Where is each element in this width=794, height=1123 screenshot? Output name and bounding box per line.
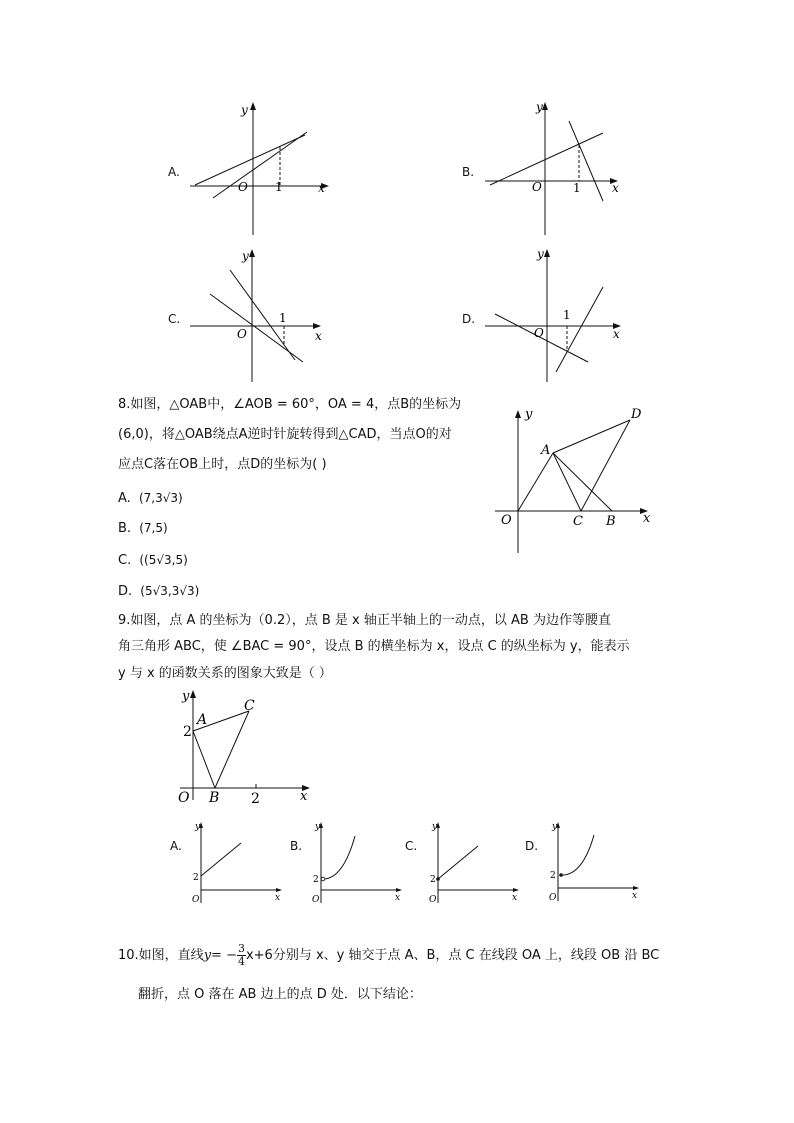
origin-label: O bbox=[178, 790, 190, 806]
y-axis-label: y bbox=[195, 822, 201, 832]
q7-option-c-label: C. bbox=[168, 312, 181, 326]
x-axis-label: x bbox=[632, 891, 638, 901]
q9-option-d-graph bbox=[545, 818, 645, 910]
origin-label: O bbox=[192, 895, 200, 905]
x-axis-label: x bbox=[315, 329, 322, 343]
x-axis-label: x bbox=[613, 327, 620, 341]
origin-label: O bbox=[532, 180, 542, 194]
y-axis-label: y bbox=[432, 822, 438, 832]
q10-line-1 bbox=[118, 941, 659, 971]
tick-label: 1 bbox=[573, 181, 581, 195]
y-axis-label: y bbox=[315, 822, 321, 832]
q7-option-a-graph bbox=[185, 95, 335, 240]
q7-option-d-graph bbox=[480, 242, 630, 387]
q7-option-c-graph bbox=[185, 242, 335, 387]
y-tick-2-label: 2 bbox=[183, 724, 192, 740]
tick-label: 1 bbox=[563, 308, 571, 322]
q8-option-c-text: ((5√3,5) bbox=[139, 553, 188, 567]
origin-label: O bbox=[429, 895, 437, 905]
q9-option-b-graph bbox=[308, 818, 408, 910]
point-c-label: C bbox=[244, 698, 255, 714]
q7-option-b-graph bbox=[480, 95, 630, 240]
q8-line-1: 8.如图，△OAB中，∠AOB = 60°，OA = 4，点B的坐标为 bbox=[118, 397, 462, 412]
y-axis-label: y bbox=[536, 100, 543, 114]
x-axis-label: x bbox=[512, 893, 518, 903]
q7-option-b-label: B. bbox=[462, 165, 475, 179]
point-o-label: O bbox=[501, 513, 512, 528]
q9-option-c-label: C. bbox=[405, 839, 418, 853]
x-axis-label: x bbox=[395, 893, 401, 903]
q8-option-a-label: A. bbox=[118, 491, 131, 506]
y-axis-label: y bbox=[182, 689, 190, 704]
q9-figure bbox=[172, 688, 317, 810]
q8-line-2: (6,0)，将△OAB绕点A逆时针旋转得到△CAD，当点O的对 bbox=[118, 427, 452, 442]
x-axis-label: x bbox=[643, 511, 651, 526]
origin-label: O bbox=[534, 326, 544, 340]
q9-line-2: 角三角形 ABC，使 ∠BAC = 90°，设点 B 的横坐标为 x，设点 C 的纵坐标为 y，能表示 bbox=[118, 639, 630, 654]
q8-option-c bbox=[118, 546, 188, 575]
point-b-label: B bbox=[606, 514, 616, 529]
q8-option-d-label: D. bbox=[118, 584, 133, 599]
q8-line-3: 应点C落在OB上时，点D的坐标为( ) bbox=[118, 457, 327, 472]
point-d-label: D bbox=[631, 407, 642, 422]
tick-label: 1 bbox=[275, 180, 283, 194]
q9-option-c-graph bbox=[425, 818, 525, 910]
x-axis-label: x bbox=[318, 181, 325, 195]
point-c-label: C bbox=[573, 514, 583, 529]
q7-option-d-label: D. bbox=[462, 312, 476, 326]
x-axis-label: x bbox=[300, 789, 308, 804]
y-tick-2-label: 2 bbox=[193, 873, 199, 883]
q9-line-3: y 与 x 的函数关系的图象大致是（ ） bbox=[118, 666, 332, 681]
y-tick-2-label: 2 bbox=[550, 871, 556, 881]
q8-option-b-label: B. bbox=[118, 521, 132, 536]
q8-option-a-text: (7,3√3) bbox=[138, 491, 183, 505]
y-tick-2-label: 2 bbox=[430, 875, 436, 885]
q7-option-a-label: A. bbox=[168, 165, 180, 179]
y-axis-label: y bbox=[525, 407, 533, 422]
q8-figure bbox=[490, 398, 665, 558]
point-a-label: A bbox=[197, 712, 208, 728]
q8-option-c-label: C. bbox=[118, 553, 132, 568]
x-axis-label: x bbox=[612, 181, 619, 195]
point-a-label: A bbox=[541, 443, 551, 458]
y-axis-label: y bbox=[242, 249, 249, 263]
q8-option-d-text: (5√3,3√3) bbox=[140, 584, 200, 598]
q8-option-b bbox=[118, 514, 168, 543]
y-axis-label: y bbox=[552, 822, 558, 832]
q8-option-d bbox=[118, 577, 199, 606]
q10-after-frac: x+6分别与 x、y 轴交于点 A、B，点 C 在线段 OA 上，线段 OB 沿 BC bbox=[245, 948, 660, 963]
q9-option-a-graph bbox=[188, 818, 288, 910]
q10-line-2: 翻折，点 O 落在 AB 边上的点 D 处．以下结论： bbox=[138, 987, 422, 1002]
y-axis-label: y bbox=[537, 247, 544, 261]
q10-eq-sign: = − bbox=[211, 948, 237, 963]
origin-label: O bbox=[238, 180, 248, 194]
q9-option-b-label: B. bbox=[290, 839, 303, 853]
q10-prefix: 10.如图，直线 bbox=[118, 948, 204, 963]
q10-y-var: y bbox=[203, 948, 212, 963]
origin-label: O bbox=[237, 327, 247, 341]
origin-label: O bbox=[312, 895, 320, 905]
y-tick-2-label: 2 bbox=[313, 875, 319, 885]
q10-frac-den: 4 bbox=[237, 955, 245, 968]
y-axis-label: y bbox=[241, 103, 248, 117]
x-tick-2-label: 2 bbox=[251, 791, 260, 807]
q9-line-1: 9.如图，点 A 的坐标为（0.2），点 B 是 x 轴正半轴上的一动点，以 AB 为边作等腰直 bbox=[118, 613, 611, 628]
q10-frac-num: 3 bbox=[237, 942, 245, 955]
origin-label: O bbox=[549, 893, 557, 903]
point-b-label: B bbox=[209, 790, 220, 806]
q9-option-d-label: D. bbox=[525, 839, 539, 853]
q9-option-a-label: A. bbox=[170, 839, 182, 853]
q10-fraction bbox=[237, 943, 246, 968]
x-axis-label: x bbox=[275, 893, 281, 903]
q8-option-b-text: (7,5) bbox=[139, 521, 168, 535]
tick-label: 1 bbox=[279, 311, 287, 325]
q8-option-a bbox=[118, 484, 183, 513]
